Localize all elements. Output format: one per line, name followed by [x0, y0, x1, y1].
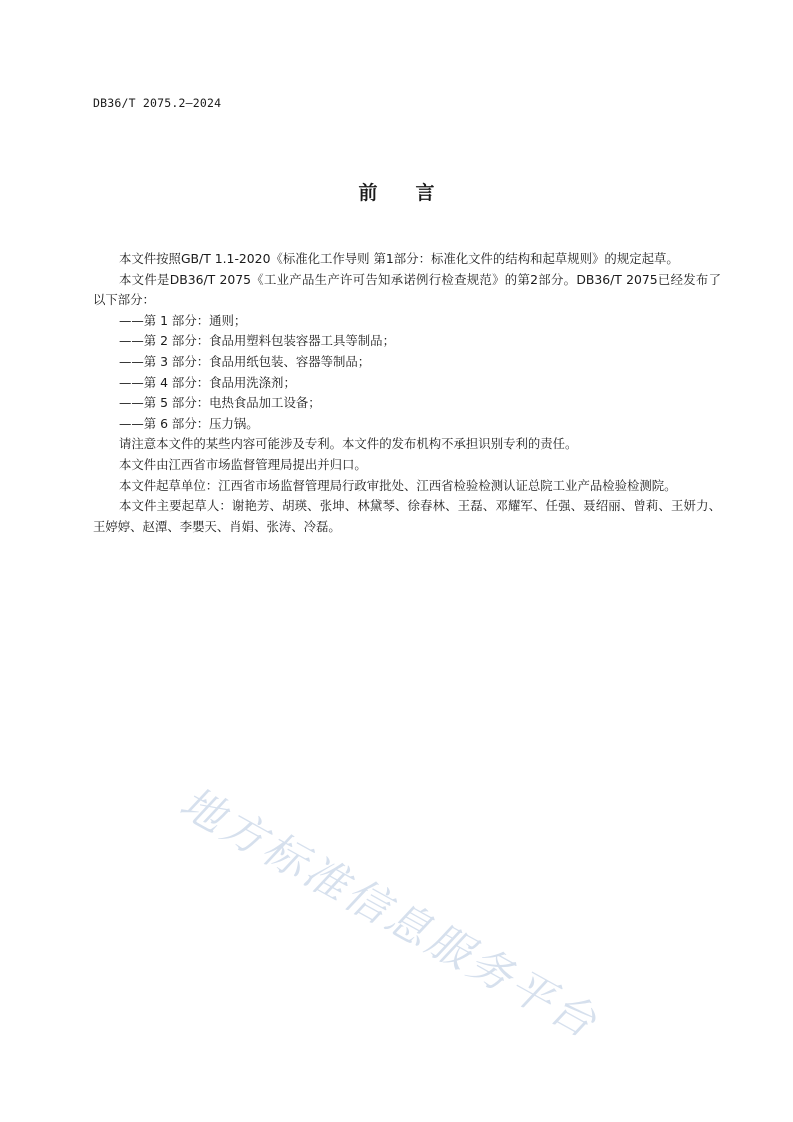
paragraph-drafting-units: 本文件起草单位：江西省市场监督管理局行政审批处、江西省检验检测认证总院工业产品检验检测院。	[119, 477, 677, 493]
paragraph-drafting-rules: 本文件按照GB/T 1.1-2020《标准化工作导则 第1部分：标准化文件的结构和起草规则》的规定起草。	[119, 251, 679, 266]
list-item-part-4: ——第 4 部分：食品用洗涤剂；	[119, 374, 296, 390]
list-item-part-5: ——第 5 部分：电热食品加工设备；	[119, 395, 321, 411]
paragraph-drafters: 本文件主要起草人：谢艳芳、胡瑛、张坤、林黛琴、徐春林、王磊、邓耀军、任强、聂绍丽、曾莉、王妍力、王婷婷、赵潭、李嬰天、肖娟、张涛、冷磊。	[93, 498, 721, 534]
foreword-body	[93, 249, 721, 537]
page-title: 前言	[358, 182, 473, 204]
list-item-part-2: ——第 2 部分：食品用塑料包装容器工具等制品；	[119, 333, 395, 349]
paragraph-parts-intro: 本文件是DB36/T 2075《工业产品生产许可告知承诺例行检查规范》的第2部分。DB36/T 2075已经发布了以下部分：	[93, 271, 721, 308]
paragraph-proposer: 本文件由江西省市场监督管理局提出并归口。	[119, 456, 367, 472]
list-item-part-6: ——第 6 部分：压力锅。	[119, 415, 259, 431]
list-item-part-3: ——第 3 部分：食品用纸包装、容器等制品；	[119, 353, 371, 369]
watermark-text: 地方标准信息服务平台	[171, 777, 607, 1050]
list-item-part-1: ——第 1 部分：通则；	[119, 312, 247, 328]
document-code: DB36/T 2075.2—2024	[93, 96, 222, 110]
paragraph-patent-notice: 请注意本文件的某些内容可能涉及专利。本文件的发布机构不承担识别专利的责任。	[119, 436, 578, 452]
